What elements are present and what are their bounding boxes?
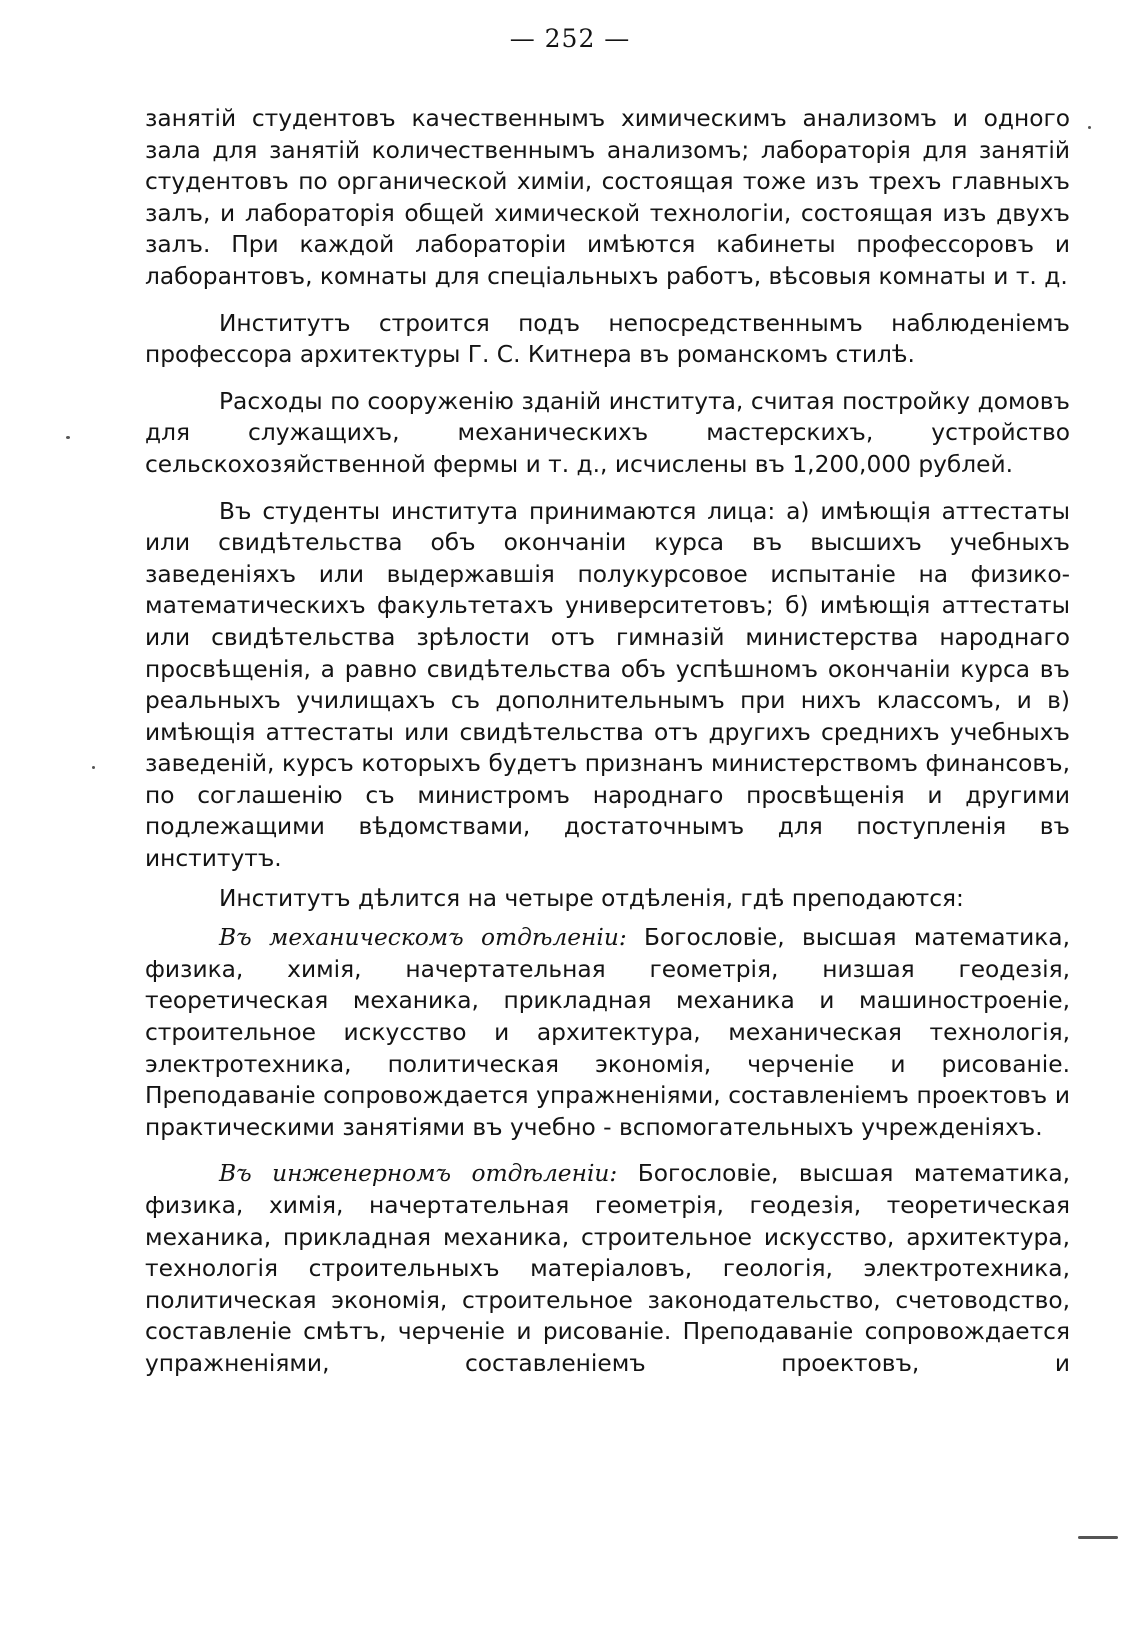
page-number: — 252 — (509, 24, 631, 53)
mechanical-department-subjects: Богословіе, высшая математика, физика, химія, начертательная геометрія, низшая геодезія, теоретическая механика, прикладная механика и машиностроеніе, строительное искусство и архитектура, механическая технологія, электротехника, политическая экономія, черченіе и рисованіе. Преподаваніе сопровождается упражненіями, составленіемъ проектовъ и практическими занятіями въ учебно - вспомогательныхъ учрежденіяхъ. (145, 924, 1070, 1141)
scan-speck (66, 436, 70, 439)
scan-speck (92, 766, 95, 769)
engineering-department-heading: Въ инженерномъ отдѣленіи: (219, 1160, 618, 1188)
paragraph-departments-intro: Институтъ дѣлится на четыре отдѣленія, гдѣ преподаются: (219, 884, 964, 912)
paragraph-construction: Институтъ строится подъ непосредственнымъ наблюденіемъ профессора архитектуры Г. С. Китнера въ романскомъ стилѣ. (145, 309, 1070, 369)
mechanical-department-heading: Въ механическомъ отдѣленіи: (219, 924, 627, 952)
scan-speck (1088, 126, 1091, 129)
paragraph-mechanical-department (145, 922, 1070, 1143)
paragraph-engineering-department (145, 1158, 1070, 1379)
paragraph-admission: Въ студенты института принимаются лица: а) имѣющія аттестаты или свидѣтельства объ окончаніи курса въ высшихъ учебныхъ заведеніяхъ или выдержавшія полукурсовое испытаніе на физико-математическихъ факультетахъ университетовъ; б) имѣющія аттестаты или свидѣтельства зрѣлости отъ гимназій министерства народнаго просвѣщенія, а равно свидѣтельства объ успѣшномъ окончаніи курса въ реальныхъ училищахъ съ дополнительнымъ при нихъ классомъ, и в) имѣющія аттестаты или свидѣтельства отъ другихъ среднихъ учебныхъ заведеній, курсъ которыхъ будетъ признанъ министерствомъ финансовъ, по соглашенію съ министромъ народнаго просвѣщенія и другими подлежащими вѣдомствами, достаточнымъ для поступленія въ институтъ. (145, 497, 1070, 873)
paragraph-laboratories: занятій студентовъ качественнымъ химическимъ анализомъ и одного зала для занятій количественнымъ анализомъ; лабораторія для занятій студентовъ по органической химіи, состоящая тоже изъ трехъ главныхъ залъ, и лабораторія общей химической технологіи, состоящая изъ двухъ залъ. При каждой лабораторіи имѣются кабинеты профессоровъ и лаборантовъ, комнаты для спеціальныхъ работъ, вѣсовыя комнаты и т. д. (145, 105, 1070, 290)
engineering-department-subjects: Богословіе, высшая математика, физика, химія, начертательная геометрія, геодезія, теоретическая механика, прикладная механика, строительное искусство, архитектура, технологія строительныхъ матеріаловъ, геологія, электротехника, политическая экономія, строительное законодательство, счетоводство, составленіе смѣтъ, черченіе и рисованіе. Преподаваніе сопровождается упражненіями, составленіемъ проектовъ, и (145, 1160, 1071, 1377)
body-text (145, 103, 1070, 1380)
scan-speck (1078, 1536, 1118, 1539)
paragraph-expenses: Расходы по сооруженію зданій института, считая постройку домовъ для служащихъ, механическихъ мастерскихъ, устройство сельскохозяйственной фермы и т. д., исчислены въ 1,200,000 рублей. (145, 387, 1070, 478)
